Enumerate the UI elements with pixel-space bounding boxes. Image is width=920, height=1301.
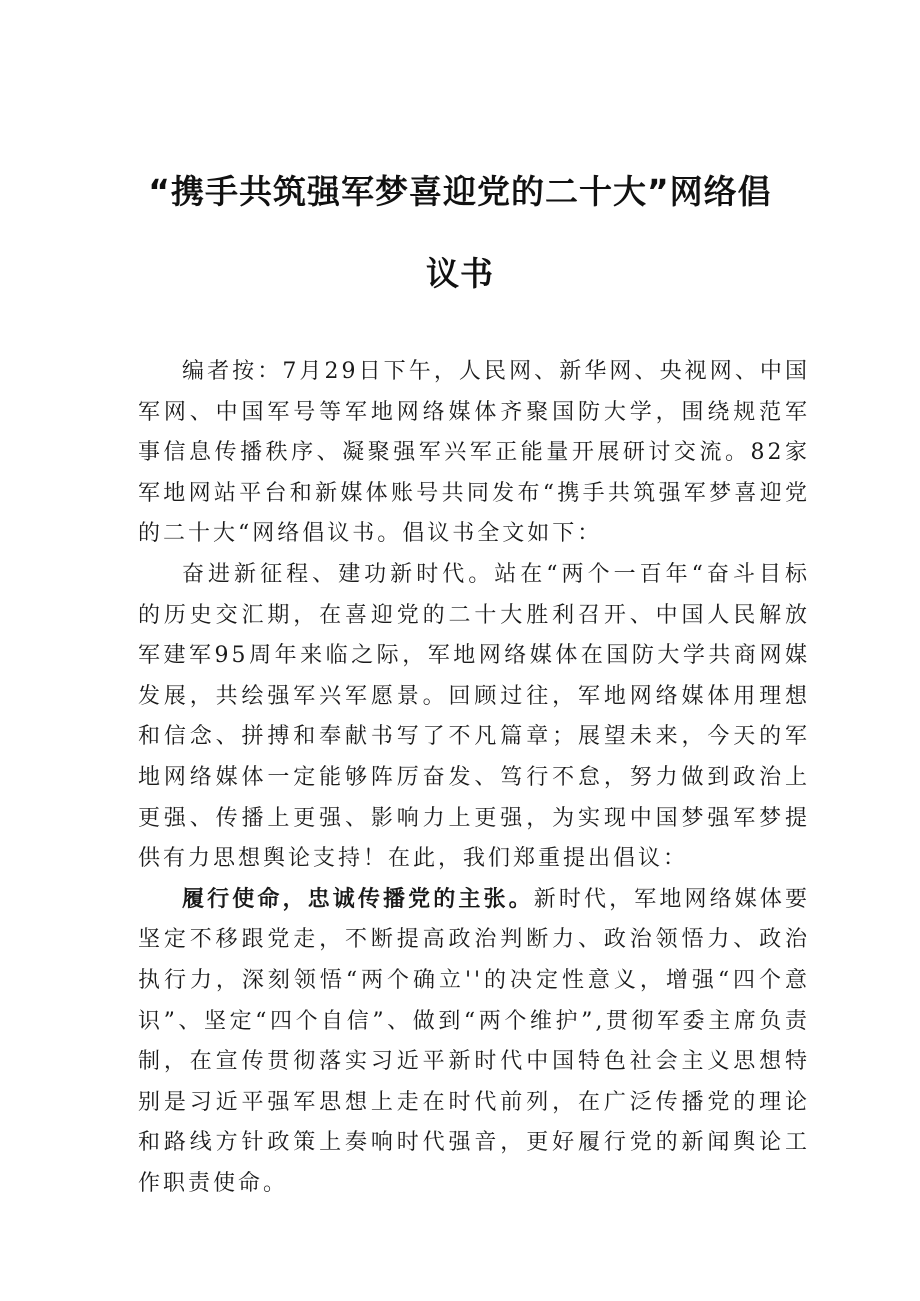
section-1-lead: 履行使命，忠诚传播党的主张。	[182, 886, 534, 912]
section-1-body: 新时代，军地网络媒体要坚定不移跟党走，不断提高政治判断力、政治领悟力、政治执行力，深刻领悟“两个确立''的决定性意义，增强“四个意识”、坚定“四个自信”、做到“两个维护”,贯彻军委主席负责制，在宣传贯彻落实习近平新时代中国特色社会主义思想特别是习近平强军思想上走在时代前列，在广泛传播党的理论和路线方针政策上奏响时代强音，更好履行党的新闻舆论工作职责使命。	[138, 886, 810, 1196]
editor-note-paragraph: 编者按：7月29日下午，人民网、新华网、央视网、中国军网、中国军号等军地网络媒体齐聚国防大学，围绕规范军事信息传播秩序、凝聚强军兴军正能量开展研讨交流。82家军地网站平台和新媒体账号共同发布“携手共筑强军梦喜迎党的二十大“网络倡议书。倡议书全文如下：	[138, 359, 810, 547]
intro-paragraph: 奋进新征程、建功新时代。站在“两个一百年“奋斗目标的历史交汇期，在喜迎党的二十大胜利召开、中国人民解放军建军95周年来临之际，军地网络媒体在国防大学共商网媒发展，共绘强军兴军愿景。回顾过往，军地网络媒体用理想和信念、拼搏和奉献书写了不凡篇章；展望未来，今天的军地网络媒体一定能够阵厉奋发、笃行不怠，努力做到政治上更强、传播上更强、影响力上更强，为实现中国梦强军梦提供有力思想舆论支持！在此，我们郑重提出倡议：	[138, 561, 810, 872]
document-title-line-1: “携手共筑强军梦喜迎党的二十大”网络倡	[148, 172, 772, 211]
section-1-paragraph	[138, 880, 810, 1205]
document-body	[138, 352, 810, 1204]
document-title-line-2: 议书	[426, 254, 494, 293]
